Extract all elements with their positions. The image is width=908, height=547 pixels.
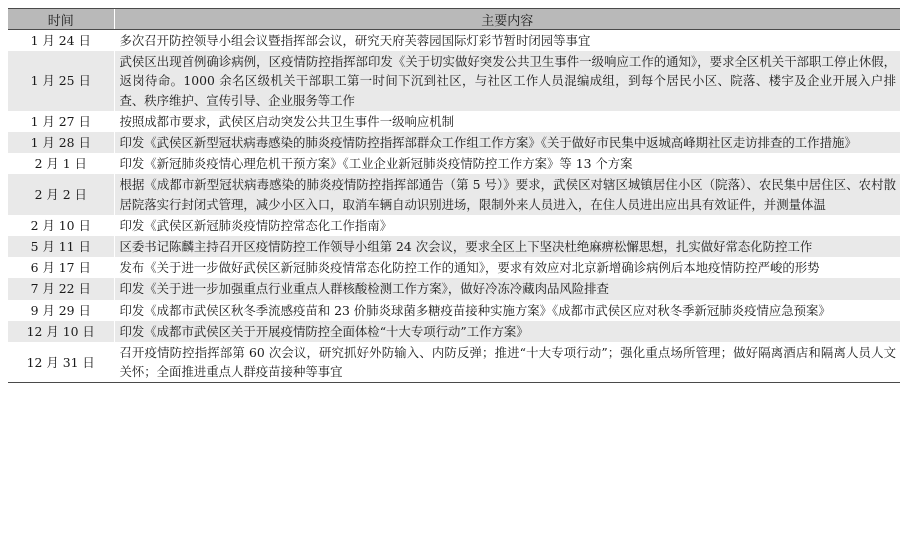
timeline-table-container: [8, 8, 900, 383]
table-row: [8, 342, 900, 383]
timeline-table: [8, 8, 900, 383]
row-date: 2 月 2 日: [8, 174, 114, 214]
row-content: 发布《关于进一步做好武侯区新冠肺炎疫情常态化防控工作的通知》，要求有效应对北京新增确诊病例后本地疫情防控严峻的形势: [114, 257, 900, 278]
row-date: 5 月 11 日: [8, 236, 114, 257]
table-row: [8, 111, 900, 132]
table-row: [8, 300, 900, 321]
row-date: 2 月 1 日: [8, 153, 114, 174]
row-content: 召开疫情防控指挥部第 60 次会议，研究抓好外防输入、内防反弹；推进“十大专项行动”；强化重点场所管理；做好隔离酒店和隔离人员人文关怀；全面推进重点人群疫苗接种等事宜: [114, 342, 900, 383]
row-date: 1 月 28 日: [8, 132, 114, 153]
row-date: 12 月 10 日: [8, 321, 114, 342]
row-content: 印发《关于进一步加强重点行业重点人群核酸检测工作方案》，做好冷冻冷藏肉品风险排查: [114, 278, 900, 299]
row-date: 9 月 29 日: [8, 300, 114, 321]
row-content: 按照成都市要求，武侯区启动突发公共卫生事件一级响应机制: [114, 111, 900, 132]
row-content: 多次召开防控领导小组会议暨指挥部会议，研究天府芙蓉园国际灯彩节暂时闭园等事宜: [114, 30, 900, 52]
row-content: 印发《武侯区新型冠状病毒感染的肺炎疫情防控指挥部群众工作组工作方案》《关于做好市民集中返城高峰期社区走访排查的工作措施》: [114, 132, 900, 153]
row-date: 1 月 27 日: [8, 111, 114, 132]
row-date: 6 月 17 日: [8, 257, 114, 278]
table-row: [8, 257, 900, 278]
row-content: 区委书记陈麟主持召开区疫情防控工作领导小组第 24 次会议，要求全区上下坚决杜绝麻痹松懈思想，扎实做好常态化防控工作: [114, 236, 900, 257]
row-content: 印发《新冠肺炎疫情心理危机干预方案》《工业企业新冠肺炎疫情防控工作方案》等 13 个方案: [114, 153, 900, 174]
table-row: [8, 132, 900, 153]
date-column-header: 时间: [8, 9, 114, 30]
content-column-header: 主要内容: [114, 9, 900, 30]
table-body: [8, 30, 900, 383]
row-date: 1 月 25 日: [8, 51, 114, 111]
table-row: [8, 215, 900, 236]
row-date: 1 月 24 日: [8, 30, 114, 52]
table-row: [8, 321, 900, 342]
table-row: [8, 51, 900, 111]
row-date: 12 月 31 日: [8, 342, 114, 383]
header-row: [8, 9, 900, 30]
table-row: [8, 174, 900, 214]
row-date: 7 月 22 日: [8, 278, 114, 299]
row-content: 根据《成都市新型冠状病毒感染的肺炎疫情防控指挥部通告（第 5 号）》要求，武侯区对辖区城镇居住小区（院落）、农民集中居住区、农村散居院落实行封闭式管理，减少小区入口，取消车辆自动识别进场，限制外来人员进入，在住人员进出应出具有效证件，并测量体温: [114, 174, 900, 214]
table-row: [8, 236, 900, 257]
table-header: [8, 9, 900, 30]
table-row: [8, 153, 900, 174]
table-row: [8, 30, 900, 52]
row-content: 印发《成都市武侯区秋冬季流感疫苗和 23 价肺炎球菌多糖疫苗接种实施方案》《成都市武侯区应对秋冬季新冠肺炎疫情应急预案》: [114, 300, 900, 321]
row-date: 2 月 10 日: [8, 215, 114, 236]
table-row: [8, 278, 900, 299]
row-content: 印发《成都市武侯区关于开展疫情防控全面体检“十大专项行动”工作方案》: [114, 321, 900, 342]
row-content: 印发《武侯区新冠肺炎疫情防控常态化工作指南》: [114, 215, 900, 236]
row-content: 武侯区出现首例确诊病例，区疫情防控指挥部印发《关于切实做好突发公共卫生事件一级响应工作的通知》，要求全区机关干部职工停止休假，返岗待命。1000 余名区级机关干部职工第一时间下沉到社区，与社区工作人员混编成组，到每个居民小区、院落、楼宇及企业开展入户排查、秩序维护、宣传引导、企业服务等工作: [114, 51, 900, 111]
